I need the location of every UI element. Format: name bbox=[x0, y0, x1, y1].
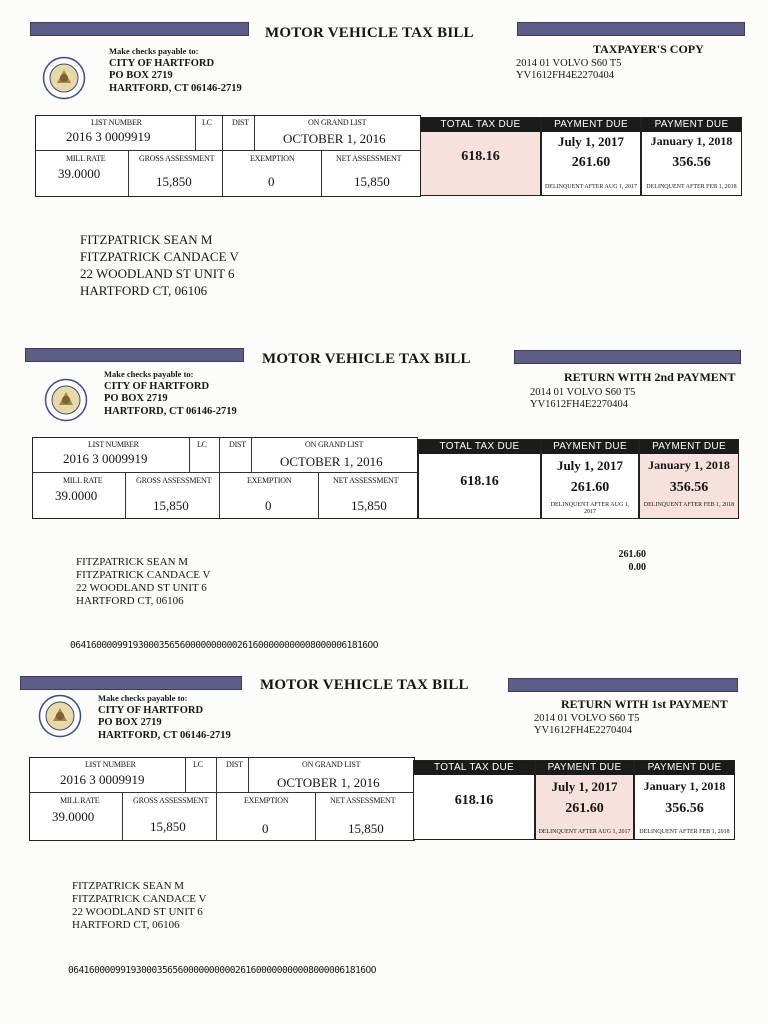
mill-rate-value: 39.0000 bbox=[55, 488, 98, 503]
gross-assessment-label: GROSS ASSESSMENT bbox=[136, 476, 212, 485]
payment-due-2-delinquent: DELINQUENT AFTER FEB 1, 2018 bbox=[643, 502, 735, 508]
exemption-value: 0 bbox=[262, 821, 269, 836]
net-assessment-value: 15,850 bbox=[351, 498, 387, 513]
gross-assessment-label: GROSS ASSESSMENT bbox=[133, 796, 209, 805]
payable-prefix: Make checks payable to: bbox=[98, 693, 188, 703]
mill-rate-label: MILL RATE bbox=[60, 796, 100, 805]
list-number-value: 2016 3 0009919 bbox=[63, 451, 148, 466]
payment-due-2-label: PAYMENT DUE bbox=[635, 761, 734, 775]
taxpayer-line-3: 22 WOODLAND ST UNIT 6 bbox=[80, 266, 235, 281]
exemption-label: EXEMPTION bbox=[244, 796, 289, 805]
assessment-grid bbox=[29, 757, 415, 841]
total-tax-due-value: 618.16 bbox=[461, 149, 500, 164]
payment-due-2-amount: 356.56 bbox=[665, 801, 704, 816]
list-number-label: LIST NUMBER bbox=[88, 440, 139, 449]
payable-box: PO BOX 2719 bbox=[104, 393, 168, 404]
vehicle-info bbox=[516, 58, 621, 82]
exemption-value: 0 bbox=[265, 498, 272, 513]
payment-due-2-box bbox=[641, 117, 742, 196]
taxpayer-line-4: HARTFORD CT, 06106 bbox=[76, 595, 184, 607]
payable-prefix: Make checks payable to: bbox=[109, 46, 199, 56]
payment-due-2-box bbox=[639, 439, 739, 519]
payable-city: HARTFORD, CT 06146-2719 bbox=[109, 82, 242, 94]
vehicle-desc: 2014 01 VOLVO S60 T5 bbox=[530, 387, 636, 398]
taxpayer-address bbox=[72, 880, 206, 932]
vehicle-vin: YV1612FH4E2270404 bbox=[534, 725, 633, 736]
grand-list-value: OCTOBER 1, 2016 bbox=[280, 454, 383, 469]
payment-due-1-label: PAYMENT DUE bbox=[536, 761, 633, 775]
payable-city: HARTFORD, CT 06146-2719 bbox=[104, 405, 237, 417]
payment-due-2-date: January 1, 2018 bbox=[648, 458, 730, 472]
grand-list-label: ON GRAND LIST bbox=[308, 118, 367, 127]
payment-due-1-date: July 1, 2017 bbox=[551, 779, 618, 794]
net-assessment-label: NET ASSESSMENT bbox=[330, 796, 396, 805]
payment-due-1-amount: 261.60 bbox=[571, 155, 611, 170]
mill-rate-label: MILL RATE bbox=[66, 154, 106, 163]
dist-label: DIST bbox=[229, 440, 246, 449]
payable-name: CITY OF HARTFORD bbox=[109, 57, 215, 69]
bill-stub-first-payment bbox=[0, 652, 768, 982]
payment-due-1-label: PAYMENT DUE bbox=[542, 440, 638, 454]
payment-due-2-label: PAYMENT DUE bbox=[642, 118, 741, 132]
taxpayer-line-2: FITZPATRICK CANDACE V bbox=[72, 893, 207, 905]
payment-due-1-delinquent: DELINQUENT AFTER AUG 1, 2017 bbox=[544, 184, 638, 190]
grand-list-label: ON GRAND LIST bbox=[302, 760, 361, 769]
city-seal-icon bbox=[38, 694, 82, 738]
payment-due-1-delinquent: DELINQUENT AFTER AUG 1, 2017 bbox=[550, 502, 630, 515]
vehicle-vin: YV1612FH4E2270404 bbox=[516, 70, 615, 81]
total-tax-due-value: 618.16 bbox=[454, 793, 494, 808]
vehicle-desc: 2014 01 VOLVO S60 T5 bbox=[516, 58, 622, 69]
grand-list-label: ON GRAND LIST bbox=[305, 440, 364, 449]
bill-title: MOTOR VEHICLE TAX BILL bbox=[260, 677, 469, 693]
remit-amount: 261.60 bbox=[618, 549, 646, 560]
dist-label: DIST bbox=[226, 760, 243, 769]
taxpayer-line-1: FITZPATRICK SEAN M bbox=[72, 880, 185, 892]
payable-box: PO BOX 2719 bbox=[98, 717, 162, 728]
payment-due-1-amount: 261.60 bbox=[565, 801, 604, 816]
total-tax-due-label: TOTAL TAX DUE bbox=[419, 440, 540, 454]
header-bar-right bbox=[508, 678, 738, 692]
gross-assessment-value: 15,850 bbox=[156, 174, 192, 189]
micr-scanline: 064160000991930003565600000000002616000000000080000061816OO bbox=[70, 640, 378, 651]
bill-title: MOTOR VEHICLE TAX BILL bbox=[262, 351, 471, 367]
taxpayer-line-2: FITZPATRICK CANDACE V bbox=[76, 569, 211, 581]
list-number-label: LIST NUMBER bbox=[85, 760, 136, 769]
net-assessment-label: NET ASSESSMENT bbox=[333, 476, 399, 485]
taxpayer-line-1: FITZPATRICK SEAN M bbox=[80, 232, 213, 247]
lc-label: LC bbox=[193, 760, 203, 769]
payment-due-2-date: January 1, 2018 bbox=[643, 779, 726, 793]
city-seal-icon bbox=[42, 56, 86, 100]
payment-due-2-amount: 356.56 bbox=[672, 155, 711, 170]
vehicle-vin: YV1612FH4E2270404 bbox=[530, 399, 629, 410]
header-bar-right bbox=[517, 22, 745, 36]
micr-scanline: 064160000991930003565600000000002616000000000080000061816OO bbox=[68, 965, 376, 976]
payable-city: HARTFORD, CT 06146-2719 bbox=[98, 729, 231, 741]
payable-block bbox=[104, 368, 237, 418]
payable-prefix: Make checks payable to: bbox=[104, 369, 194, 379]
copy-label: RETURN WITH 1st PAYMENT bbox=[561, 697, 728, 711]
payment-due-1-box bbox=[541, 117, 641, 196]
remit-amounts bbox=[590, 548, 646, 574]
bill-stub-second-payment bbox=[0, 326, 768, 656]
copy-label: RETURN WITH 2nd PAYMENT bbox=[564, 370, 736, 384]
bill-stub-taxpayer-copy bbox=[0, 0, 768, 330]
list-number-value: 2016 3 0009919 bbox=[60, 772, 145, 787]
payment-due-2-label: PAYMENT DUE bbox=[640, 440, 738, 454]
mill-rate-value: 39.0000 bbox=[58, 166, 101, 181]
header-bar-left bbox=[25, 348, 244, 362]
taxpayer-line-3: 22 WOODLAND ST UNIT 6 bbox=[72, 906, 203, 918]
taxpayer-line-4: HARTFORD CT, 06106 bbox=[80, 283, 208, 298]
payment-due-1-amount: 261.60 bbox=[570, 480, 610, 495]
taxpayer-address bbox=[80, 231, 239, 299]
net-assessment-value: 15,850 bbox=[348, 821, 384, 836]
gross-assessment-value: 15,850 bbox=[153, 498, 189, 513]
taxpayer-line-4: HARTFORD CT, 06106 bbox=[72, 919, 180, 931]
taxpayer-line-1: FITZPATRICK SEAN M bbox=[76, 556, 189, 568]
gross-assessment-value: 15,850 bbox=[150, 819, 186, 834]
payment-due-2-delinquent: DELINQUENT AFTER FEB 1, 2018 bbox=[639, 829, 730, 835]
city-seal-icon bbox=[44, 378, 88, 422]
vehicle-desc: 2014 01 VOLVO S60 T5 bbox=[534, 713, 640, 724]
gross-assessment-label: GROSS ASSESSMENT bbox=[139, 154, 215, 163]
remit-balance: 0.00 bbox=[628, 562, 646, 573]
total-tax-due-label: TOTAL TAX DUE bbox=[421, 118, 540, 132]
mill-rate-label: MILL RATE bbox=[63, 476, 103, 485]
payable-name: CITY OF HARTFORD bbox=[104, 380, 210, 392]
lc-label: LC bbox=[197, 440, 207, 449]
payment-due-1-label: PAYMENT DUE bbox=[542, 118, 640, 132]
total-tax-due-label: TOTAL TAX DUE bbox=[414, 761, 534, 775]
vehicle-info bbox=[534, 713, 639, 737]
bill-title: MOTOR VEHICLE TAX BILL bbox=[265, 25, 474, 41]
payable-block bbox=[109, 45, 242, 95]
vehicle-info bbox=[530, 387, 635, 411]
mill-rate-value: 39.0000 bbox=[52, 809, 95, 824]
net-assessment-label: NET ASSESSMENT bbox=[336, 154, 402, 163]
payable-name: CITY OF HARTFORD bbox=[98, 704, 204, 716]
total-tax-due-box bbox=[418, 439, 541, 519]
exemption-label: EXEMPTION bbox=[250, 154, 295, 163]
lc-label: LC bbox=[202, 118, 212, 127]
payment-due-2-amount: 356.56 bbox=[669, 480, 709, 495]
copy-label: TAXPAYER'S COPY bbox=[593, 42, 704, 56]
net-assessment-value: 15,850 bbox=[354, 174, 390, 189]
payment-due-1-box bbox=[535, 760, 634, 840]
payment-due-2-date: January 1, 2018 bbox=[650, 134, 733, 148]
payment-due-2-box bbox=[634, 760, 735, 840]
header-bar-left bbox=[30, 22, 249, 36]
assessment-grid bbox=[32, 437, 418, 519]
payment-due-1-box bbox=[541, 439, 639, 519]
list-number-label: LIST NUMBER bbox=[91, 118, 142, 127]
grand-list-value: OCTOBER 1, 2016 bbox=[283, 131, 386, 146]
exemption-label: EXEMPTION bbox=[247, 476, 292, 485]
payable-box: PO BOX 2719 bbox=[109, 70, 173, 81]
exemption-value: 0 bbox=[268, 174, 275, 189]
taxpayer-line-2: FITZPATRICK CANDACE V bbox=[80, 249, 239, 264]
dist-label: DIST bbox=[232, 118, 249, 127]
total-tax-due-value: 618.16 bbox=[460, 474, 499, 489]
payment-due-1-delinquent: DELINQUENT AFTER AUG 1, 2017 bbox=[538, 829, 631, 835]
payment-due-1-date: July 1, 2017 bbox=[557, 134, 625, 149]
payable-block bbox=[98, 692, 231, 742]
header-bar-right bbox=[514, 350, 741, 364]
grand-list-value: OCTOBER 1, 2016 bbox=[277, 775, 380, 790]
payment-due-1-date: July 1, 2017 bbox=[556, 458, 624, 473]
total-tax-due-box bbox=[413, 760, 535, 840]
list-number-value: 2016 3 0009919 bbox=[66, 129, 151, 144]
assessment-grid bbox=[35, 115, 421, 197]
taxpayer-line-3: 22 WOODLAND ST UNIT 6 bbox=[76, 582, 207, 594]
header-bar-left bbox=[20, 676, 242, 690]
taxpayer-address bbox=[76, 556, 210, 608]
total-tax-due-box bbox=[420, 117, 541, 196]
payment-due-2-delinquent: DELINQUENT AFTER FEB 1, 2018 bbox=[646, 184, 737, 190]
